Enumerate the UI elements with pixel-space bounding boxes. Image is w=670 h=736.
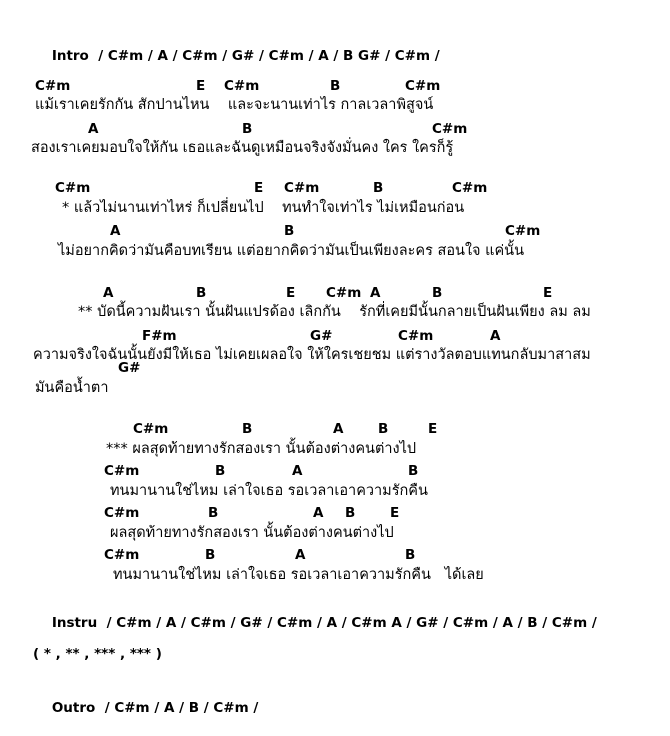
section-instru-progression: / C#m / A / C#m / G# / C#m / A / C#m A / G# / C#m / A / B / C#m /	[106, 614, 597, 631]
section-intro-progression: / C#m / A / C#m / G# / C#m / A / B G# / C#m /	[98, 47, 440, 64]
chord-label: B	[242, 121, 253, 137]
lyric-line: ความจริงใจฉันนั้นยังมีให้เธอ ไม่เคยเผลอใจ ให้ใครเชยชม แต่รางวัลตอบแทนกลับมาสาสม	[33, 347, 591, 363]
chord-label: B	[408, 463, 419, 479]
chord-row	[0, 547, 670, 563]
section-outro	[33, 688, 258, 729]
lyric-line: * แล้วไม่นานเท่าไหร่ ก็เปลี่ยนไป ทนทำใจเท่าไร ไม่เหมือนก่อน	[62, 200, 465, 216]
chord-label: G#	[310, 328, 333, 344]
chord-label: C#m	[452, 180, 488, 196]
chord-label: A	[110, 223, 121, 239]
chord-row	[0, 285, 670, 301]
chord-label: B	[242, 421, 253, 437]
section-intro	[33, 36, 440, 77]
chord-label: C#m	[55, 180, 91, 196]
chord-row	[0, 121, 670, 137]
chord-row	[0, 223, 670, 239]
section-instru	[33, 603, 597, 644]
chord-label: E	[543, 285, 553, 301]
chord-row	[0, 328, 670, 344]
section-outro-label: Outro	[51, 699, 96, 716]
chord-label: C#m	[432, 121, 468, 137]
chord-label: B	[196, 285, 207, 301]
lyric-line: *** ผลสุดท้ายทางรักสองเรา นั้นต้องต่างคนต่างไป	[106, 441, 417, 457]
lyric-line: ไม่อยากคิดว่ามันคือบทเรียน แต่อยากคิดว่ามันเป็นเพียงละคร สอนใจ แค่นั้น	[58, 243, 524, 259]
lyric-line: ทนมานานใช่ไหม เล่าใจเธอ รอเวลาเอาความรักคืน	[110, 483, 428, 499]
chord-label: B	[373, 180, 384, 196]
chord-label: B	[432, 285, 443, 301]
chord-label: A	[333, 421, 344, 437]
chord-label: E	[428, 421, 438, 437]
lyric-line: ทนมานานใช่ไหม เล่าใจเธอ รอเวลาเอาความรักคืน ได้เลย	[113, 567, 484, 583]
lyric-line: แม้เราเคยรักกัน สักปานไหน และจะนานเท่าไร กาลเวลาพิสูจน์	[35, 97, 434, 113]
chord-label: A	[88, 121, 99, 137]
chord-label: C#m	[35, 78, 71, 94]
chord-label: B	[205, 547, 216, 563]
chord-label: B	[378, 421, 389, 437]
chord-label: B	[215, 463, 226, 479]
chord-label: A	[295, 547, 306, 563]
lyric-line: ** บัดนี้ความฝันเรา นั้นฝันแปรด้อง เลิกกัน รักที่เคยมีนั้นกลายเป็นฝันเพียง ลม ลม	[78, 304, 591, 320]
chord-label: C#m	[104, 547, 140, 563]
lyric-line: สองเราเคยมอบใจให้กัน เธอและฉันดูเหมือนจริงจังมั่นคง ใคร ใครก็รู้	[31, 140, 454, 156]
chord-label: E	[286, 285, 296, 301]
chord-label: C#m	[133, 421, 169, 437]
chord-label: C#m	[104, 505, 140, 521]
chord-label: B	[405, 547, 416, 563]
section-intro-label: Intro	[51, 47, 89, 64]
chord-label: C#m	[505, 223, 541, 239]
lyric-line: มันคือน้ำตา	[35, 380, 109, 396]
chord-label: E	[390, 505, 400, 521]
lyric-line: ผลสุดท้ายทางรักสองเรา นั้นต้องต่างคนต่างไป	[110, 525, 394, 541]
chord-label: A	[313, 505, 324, 521]
chord-row	[0, 180, 670, 196]
chord-label: C#m	[398, 328, 434, 344]
chord-row	[0, 421, 670, 437]
section-instru-label: Instru	[51, 614, 98, 631]
chord-label: A	[490, 328, 501, 344]
chord-label: B	[208, 505, 219, 521]
chord-label: C#m	[326, 285, 362, 301]
chord-row	[0, 78, 670, 94]
section-outro-progression: / C#m / A / B / C#m /	[104, 699, 259, 716]
chord-label: A	[292, 463, 303, 479]
chord-label: B	[284, 223, 295, 239]
chord-row	[0, 505, 670, 521]
chord-label: E	[196, 78, 206, 94]
repeat-marker: ( * , ** , *** , *** )	[33, 646, 162, 662]
chord-label: C#m	[104, 463, 140, 479]
chord-label: B	[330, 78, 341, 94]
chord-row	[0, 463, 670, 479]
chord-label: F#m	[142, 328, 177, 344]
chord-label: B	[345, 505, 356, 521]
chord-label: E	[254, 180, 264, 196]
chord-label: A	[103, 285, 114, 301]
chord-label: C#m	[284, 180, 320, 196]
chord-label: C#m	[224, 78, 260, 94]
chord-label: A	[370, 285, 381, 301]
chord-row	[0, 360, 670, 376]
chord-label: G#	[118, 360, 141, 376]
chord-label: C#m	[405, 78, 441, 94]
